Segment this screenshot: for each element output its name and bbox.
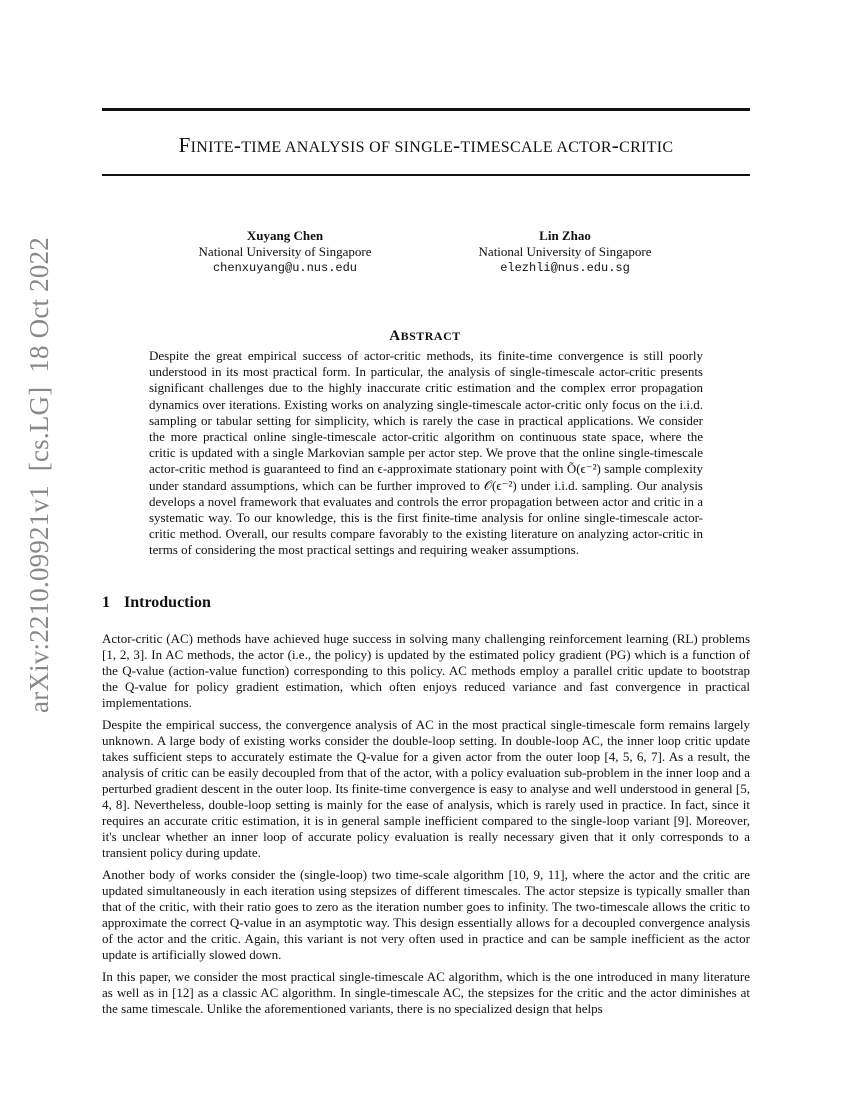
section-number: 1 [102,594,110,611]
section-heading [102,594,211,612]
author-email[interactable]: chenxuyang@u.nus.edu [212,261,358,275]
author-block [175,228,395,276]
author-affiliation: National University of Singapore [478,244,652,259]
abstract-text: Despite the great empirical success of actor-critic methods, its finite-time convergence is still poorly understood in its most practical form. In particular, the analysis of single-timescale actor-critic presents significant challenges due to the highly inaccurate critic estimation and the complex error propagation dynamics over iterations. Existing works on analyzing single-timescale actor-critic only focus on the i.i.d. sampling or tabular setting for simplicity, which is rarely the case in practical applications. We consider the more practical online single-timescale actor-critic algorithm on continuous state space, where the critic is updated with a single Markovian sample per actor step. We prove that the online single-timescale actor-critic method is guaranteed to find an ϵ-approximate stationary point with Õ(ϵ⁻²) sample complexity under standard assumptions, which can be further improved to 𝒪(ϵ⁻²) under i.i.d. sampling. Our analysis develops a novel framework that evaluates and controls the error propagation between actor and critic in a systematic way. To our knowledge, this is the first finite-time analysis for online single-timescale actor-critic method. Overall, our results compare favorably to the existing literature on analyzing actor-critic in terms of considering the most practical settings and requiring weaker assumptions. [149,348,703,558]
paragraph: Another body of works consider the (single-loop) two time-scale algorithm [10, 9, 11], where the actor and the critic are updated simultaneously in each iteration using stepsizes of different timescales. The actor stepsize is typically smaller than that of the critic, with their ratio goes to zero as the iteration number goes to infinity. The two-timescale allows the critic to approximate the correct Q-value in an asymptotic way. This design essentially allows for a decoupled convergence analysis of the actor and the critic. Again, this variant is not very often used in practice and can be sample inefficient as the actor update is artificially slowed down. [102,867,750,962]
section-body [102,631,750,1023]
paragraph: In this paper, we consider the most practical single-timescale AC algorithm, which is the one introduced in many literature as well as in [12] as a classic AC algorithm. In single-timescale AC, the stepsizes for the critic and the actor diminishes at the same timescale. Unlike the aforementioned variants, there is no specialized design that helps [102,969,750,1016]
arxiv-category: [cs.LG] [24,386,54,472]
abstract-heading: ABSTRACT [389,328,461,344]
title-rule-top [102,108,750,111]
section-title: Introduction [124,594,211,611]
paragraph: Actor-critic (AC) methods have achieved huge success in solving many challenging reinforcement learning (RL) problems [1, 2, 3]. In AC methods, the actor (i.e., the policy) is updated by the estimated policy gradient (PG) which is a function of the Q-value (action-value function) corresponding to this policy. AC methods employ a parallel critic update to bootstrap the Q-value for policy gradient estimation, which often enjoys reduced variance and fast convergence in practical implementations. [102,631,750,710]
author-name: Lin Zhao [539,228,591,243]
author-email[interactable]: elezhli@nus.edu.sg [500,261,630,275]
arxiv-stamp [18,150,60,800]
paper-title: FINITE-TIME ANALYSIS OF SINGLE-TIMESCALE ACTOR-CRITIC [178,133,674,157]
arxiv-id: arXiv:2210.09921v1 [24,485,54,713]
author-affiliation: National University of Singapore [198,244,372,259]
author-name: Xuyang Chen [246,228,324,243]
title-rule-bottom [102,174,750,176]
paragraph: Despite the empirical success, the convergence analysis of AC in the most practical single-timescale form remains largely unknown. A large body of existing works consider the double-loop setting. In double-loop AC, the inner loop critic update takes sufficient steps to accurately estimate the Q-value for a given actor from the outer loop [4, 5, 6, 7]. As a result, the analysis of critic can be easily decoupled from that of the actor, with a policy evaluation sub-problem in the inner loop and a perturbed gradient descent in the outer loop. Its finite-time convergence is easy to analyse and well understood in general [5, 4, 8]. Nevertheless, double-loop setting is mainly for the ease of analysis, which is rarely used in practice. In fact, since it requires an accurate critic estimation, it is in general sample inefficient compared to the single-loop variant [9]. Moreover, it's unclear whether an inner loop of accurate policy evaluation is really necessary given that it only corresponds to a transient policy during update. [102,717,750,860]
author-block [455,228,675,276]
arxiv-date: 18 Oct 2022 [24,237,54,373]
